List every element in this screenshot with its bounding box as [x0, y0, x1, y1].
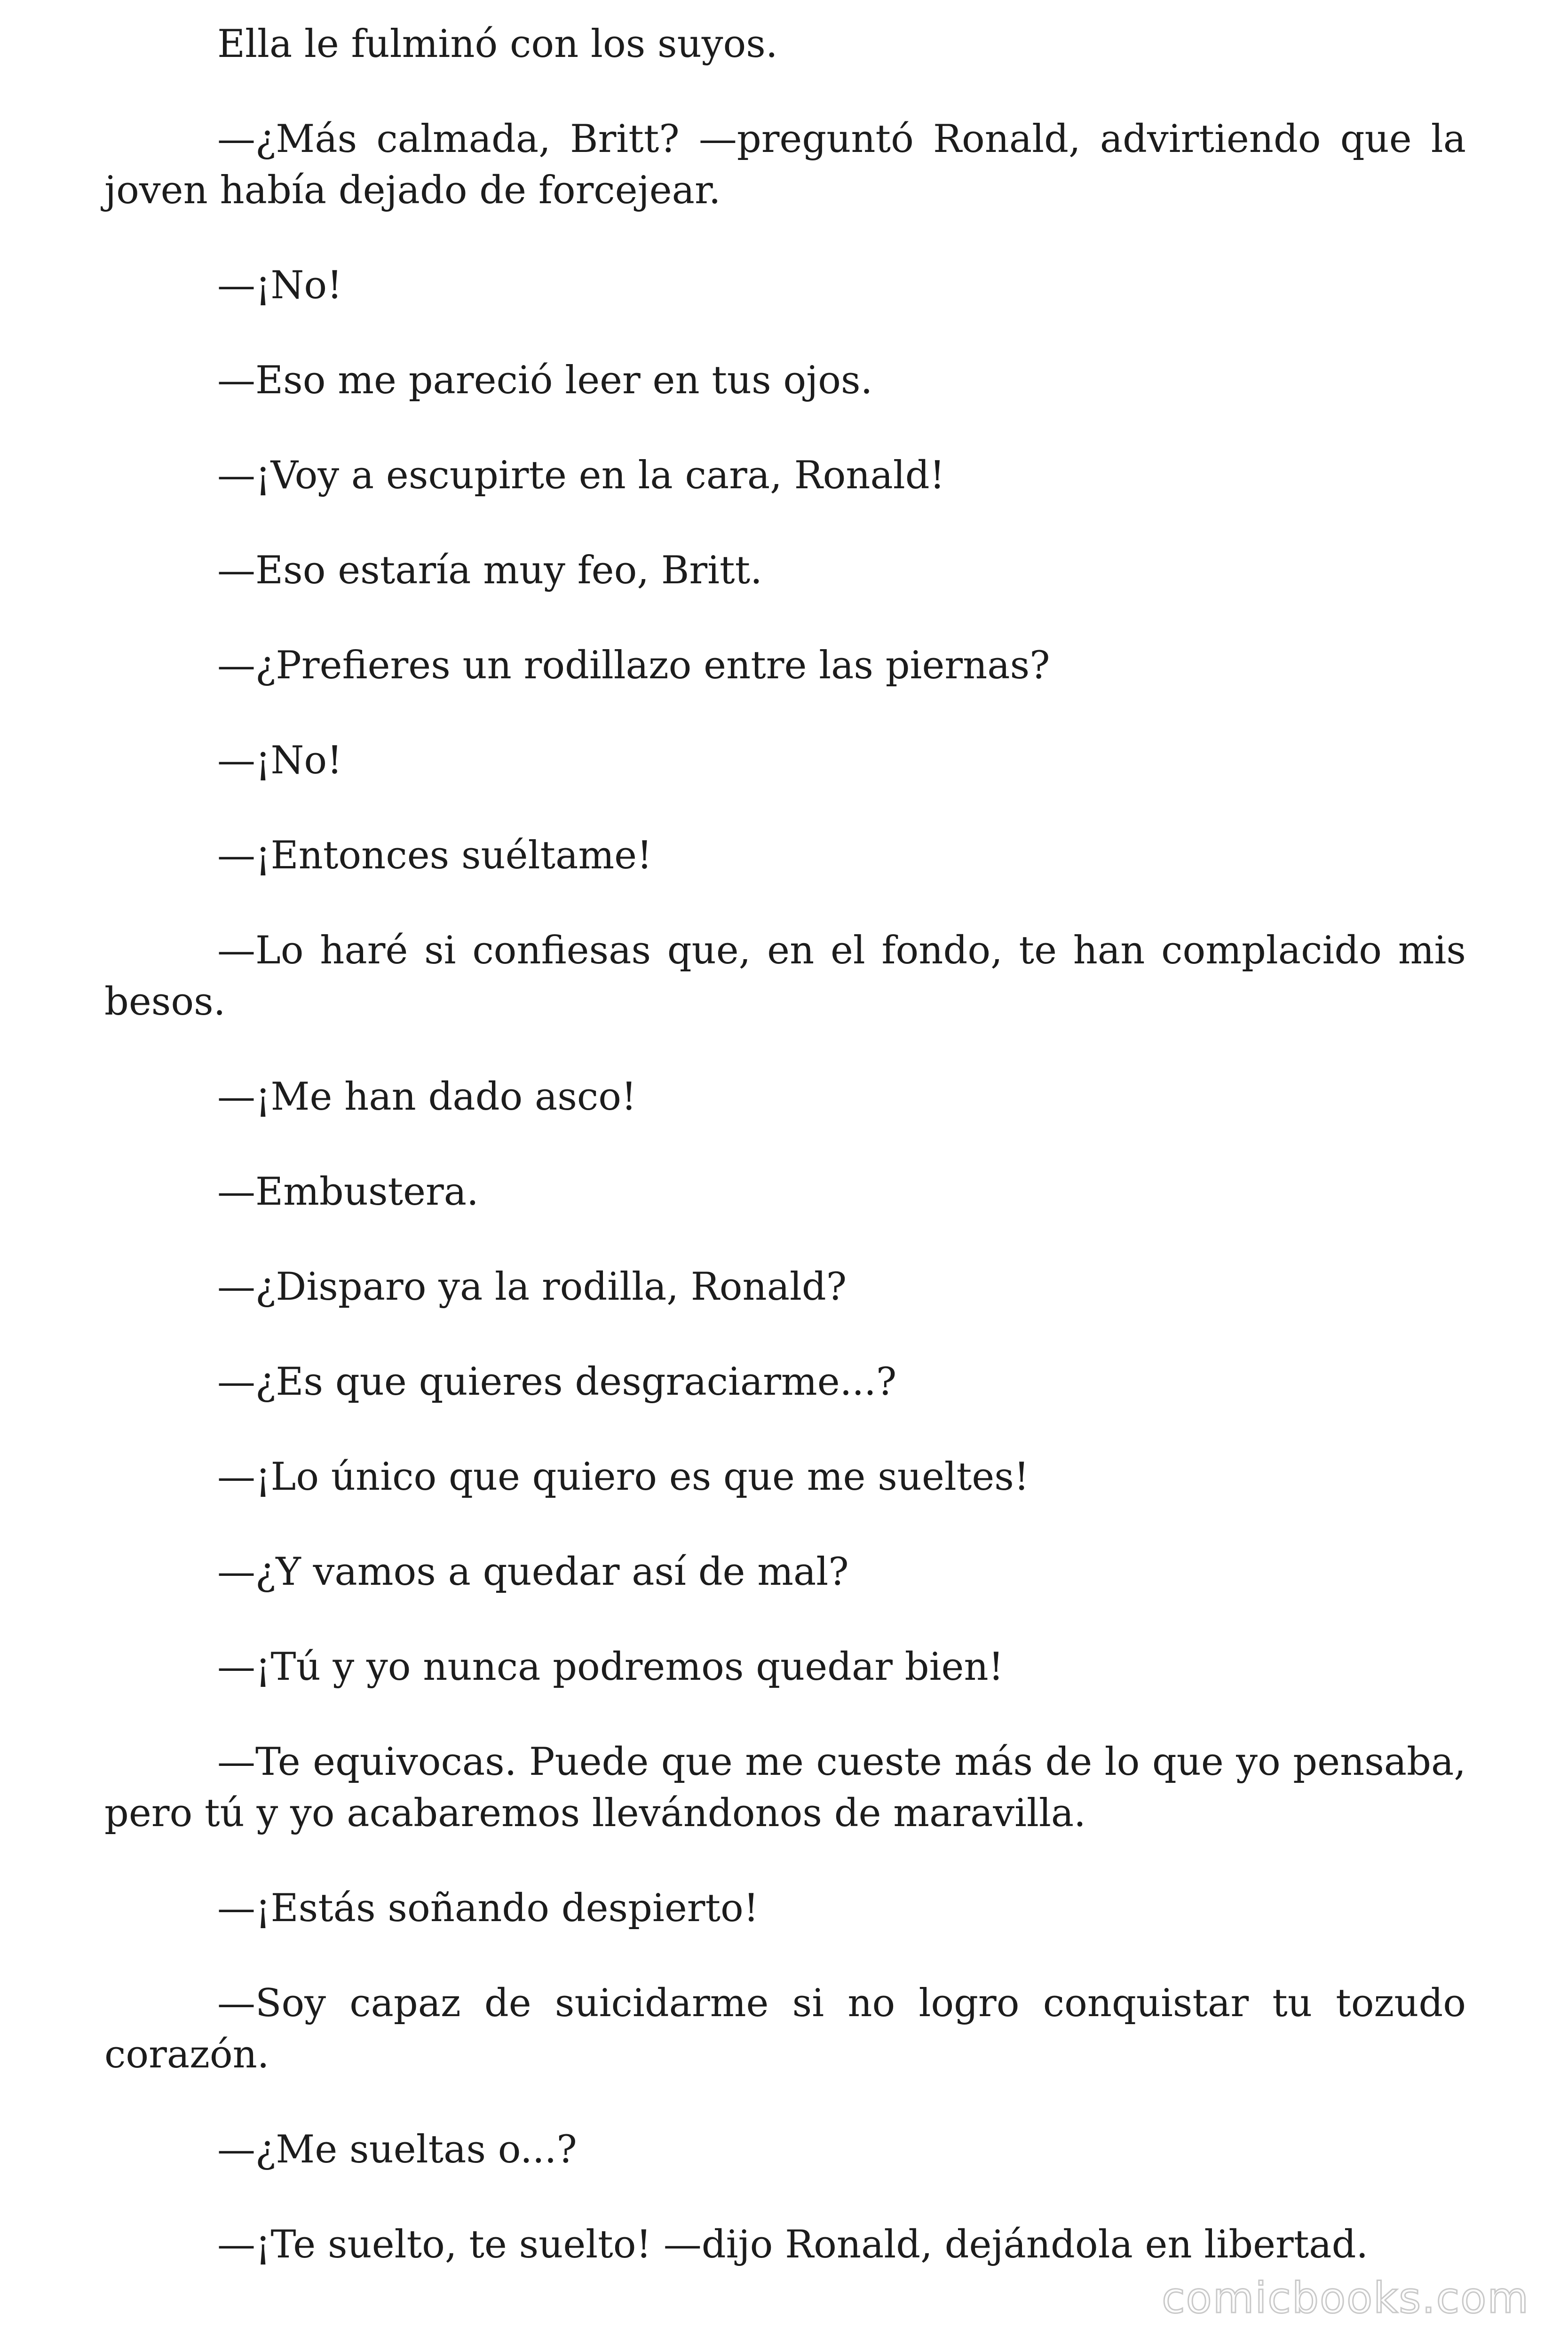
paragraph: —¡No!	[217, 739, 342, 783]
paragraph: —¿Más calmada, Britt? —preguntó Ronald, advirtiendo que la joven había dejado de forcejear.	[104, 117, 1466, 213]
paragraph: —¿Disparo ya la rodilla, Ronald?	[217, 1265, 847, 1309]
paragraph: —Lo haré si confiesas que, en el fondo, te han complacido mis besos.	[104, 929, 1466, 1024]
paragraph: —Te equivocas. Puede que me cueste más de lo que yo pensaba, pero tú y yo acabaremos llevándonos de maravilla.	[104, 1740, 1466, 1836]
paragraph: —¡No!	[217, 263, 342, 308]
paragraph: —¡Lo único que quiero es que me sueltes!	[217, 1455, 1029, 1499]
paragraph: —¡Voy a escupirte en la cara, Ronald!	[217, 453, 945, 498]
page-text	[104, 19, 1466, 2314]
paragraph: —¡Entonces suéltame!	[217, 834, 652, 878]
paragraph: —¡Me han dado asco!	[217, 1075, 637, 1119]
paragraph: —Eso estaría muy feo, Britt.	[217, 548, 762, 593]
paragraph: —¿Y vamos a quedar así de mal?	[217, 1550, 849, 1594]
paragraph: —¿Es que quieres desgraciarme...?	[217, 1360, 897, 1404]
paragraph: —Eso me pareció leer en tus ojos.	[217, 358, 873, 403]
paragraph: —Soy capaz de suicidarme si no logro conquistar tu tozudo corazón.	[104, 1981, 1466, 2077]
paragraph: —¡Te suelto, te suelto! —dijo Ronald, dejándola en libertad.	[217, 2223, 1369, 2267]
paragraph: —¿Prefieres un rodillazo entre las piernas?	[217, 644, 1050, 688]
paragraph: —Embustera.	[217, 1170, 479, 1214]
paragraph: Ella le fulminó con los suyos.	[217, 22, 778, 66]
paragraph: —¡Tú y yo nunca podremos quedar bien!	[217, 1645, 1004, 1689]
paragraph: —¿Me sueltas o...?	[217, 2128, 577, 2172]
paragraph: —¡Estás soñando despierto!	[217, 1886, 759, 1931]
watermark-logo: comicbooks.com	[1162, 2273, 1529, 2323]
